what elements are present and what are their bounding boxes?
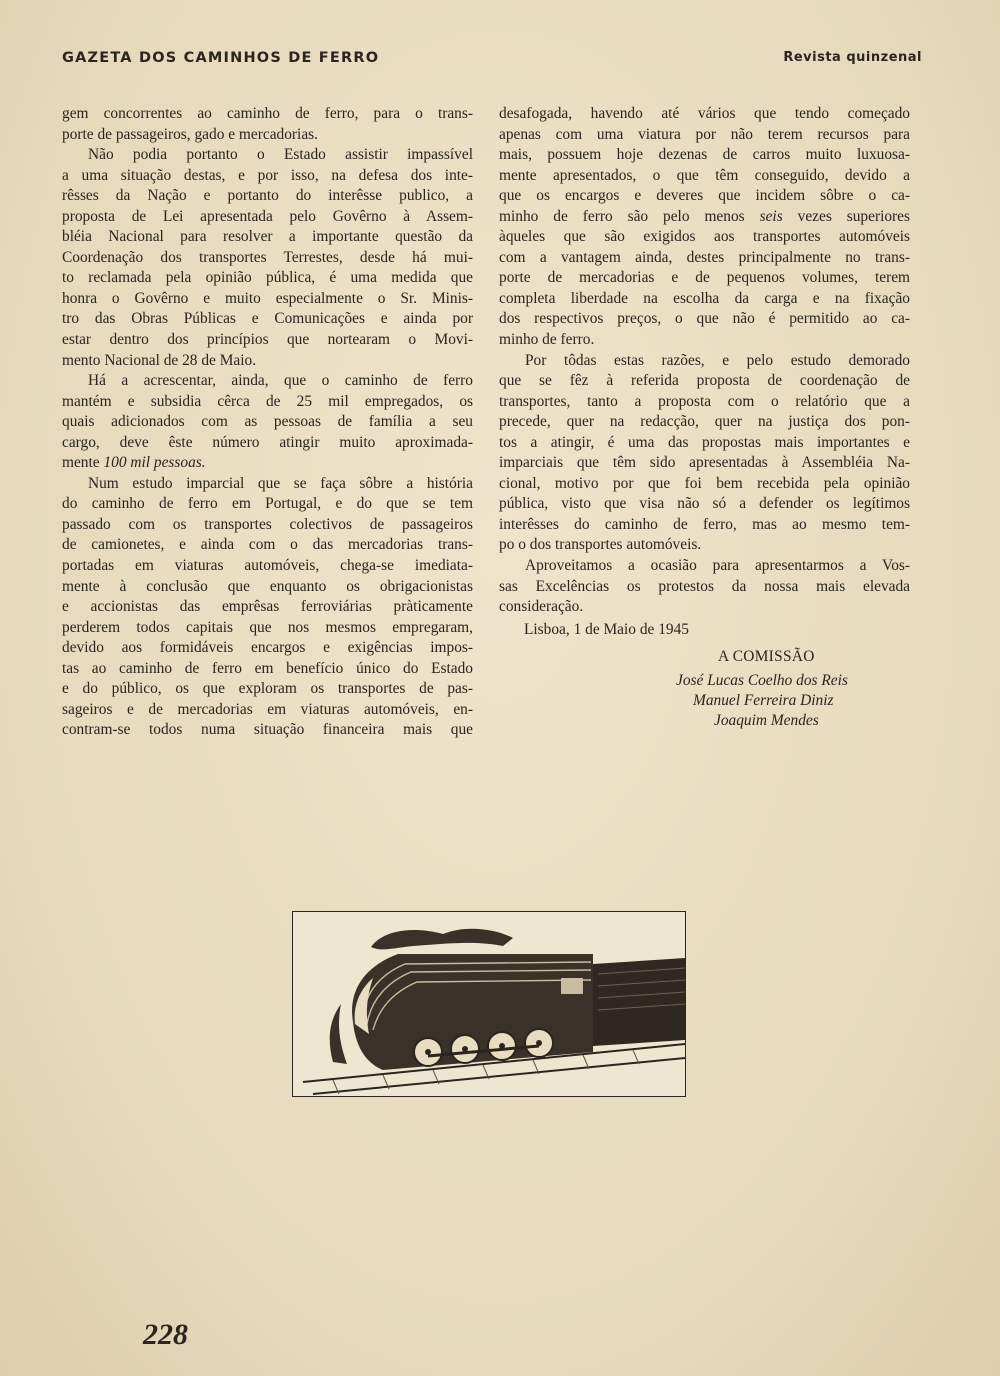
text-line: a uma situação destas, e por isso, na defesa dos inte- <box>62 166 473 184</box>
right-column <box>499 104 910 618</box>
text-line: rêsses da Nação e portanto do interêsse publico, a <box>62 187 473 205</box>
page-number: 228 <box>143 1318 188 1351</box>
text-line: Aproveitamos a ocasião para apresentarmos a Vos- <box>525 557 910 575</box>
text-line: consideração. <box>499 598 584 616</box>
signature: José Lucas Coelho dos Reis <box>676 672 848 689</box>
text-line: mantém e subsidia cêrca de 25 mil empregados, os <box>62 392 473 410</box>
journal-subtitle: Revista quinzenal <box>783 50 922 65</box>
dateline: Lisboa, 1 de Maio de 1945 <box>524 621 689 638</box>
text-line: portadas em viaturas automóveis, chega-se imediata- <box>62 557 473 575</box>
text-fragment: vezes superiores <box>782 207 910 225</box>
text-line: devido aos formidáveis encargos e exigências impos- <box>62 639 473 657</box>
text-line <box>62 453 473 474</box>
text-line: transportes, tanto a proposta com o relatório que a <box>499 392 910 410</box>
text-line: mente apresentados, o que têm conseguido, devido a <box>499 166 910 184</box>
paragraph <box>499 556 910 618</box>
text-line: po o dos transportes automóveis. <box>499 536 702 554</box>
text-line: Num estudo imparcial que se faça sôbre a história <box>88 474 473 492</box>
signature: Joaquim Mendes <box>714 712 819 729</box>
text-line: mente à conclusão que enquanto os obrigacionistas <box>62 577 473 595</box>
text-line: bléia Nacional para resolver a importante questão da <box>62 228 473 246</box>
left-column <box>62 104 473 741</box>
paragraph <box>62 474 473 741</box>
text-line: pública, visto que visa não só a defender os legítimos <box>499 495 910 513</box>
text-line: mento Nacional de 28 de Maio. <box>62 351 257 369</box>
text-line: tro das Obras Públicas e Comunicações e ainda por <box>62 310 473 328</box>
commission-heading: A COMISSÃO <box>718 648 815 665</box>
text-line: tas ao caminho de ferro em benefício único do Estado <box>62 659 473 677</box>
text-line: porte de passageiros, gado e mercadorias. <box>62 125 318 143</box>
text-line: com a vantagem ainda, destes principalmente no trans- <box>499 248 910 266</box>
paragraph <box>499 104 910 351</box>
text-line: de camionetes, e ainda com o das mercadorias trans- <box>62 536 473 554</box>
text-line: to reclamada pela opinião pública, é uma medida que <box>62 269 473 287</box>
text-line: Coordenação dos transportes Terrestes, desde há mui- <box>62 248 473 266</box>
text-line: que os encargos e deveres que incidem sôbre o ca- <box>499 187 910 205</box>
text-line: e accionistas das emprêsas ferroviárias pràticamente <box>62 598 473 616</box>
text-line: Há a acrescentar, ainda, que o caminho de ferro <box>88 372 473 390</box>
text-fragment: minho de ferro são pelo menos <box>499 207 760 225</box>
locomotive-illustration <box>292 911 686 1097</box>
text-line: imparciais que têm sido apresentadas à Assembléia Na- <box>499 454 910 472</box>
paragraph <box>62 371 473 474</box>
running-header <box>62 50 922 72</box>
text-line: dos respectivos preços, o que não é permitido ao ca- <box>499 310 910 328</box>
text-line: interêsses do caminho de ferro, mas ao mesmo tem- <box>499 515 910 533</box>
text-fragment: mente <box>62 454 104 472</box>
text-line: honra o Govêrno e muito especialmente o Sr. Minis- <box>62 289 473 307</box>
text-line: apenas com uma viatura por não terem recursos para <box>499 125 910 143</box>
text-line: mais, possuem hoje dezenas de carros muito luxuosa- <box>499 146 910 164</box>
text-line: Não podia portanto o Estado assistir impassível <box>88 146 473 164</box>
text-line: proposta de Lei apresentada pelo Govêrno à Assem- <box>62 207 473 225</box>
journal-title: GAZETA DOS CAMINHOS DE FERRO <box>62 50 380 66</box>
text-line: perderem todos capitais que nos mesmos empregaram, <box>62 618 473 636</box>
text-line: minho de ferro. <box>499 331 595 349</box>
italic-fragment: 100 mil pessoas. <box>103 454 206 472</box>
text-line: sageiros e de mercadorias em viaturas automóveis, en- <box>62 700 473 718</box>
text-line: porte de mercadorias e de pequenos volumes, terem <box>499 269 910 287</box>
text-line: quais adicionados com as pessoas de família a seu <box>62 413 473 431</box>
signature: Manuel Ferreira Diniz <box>693 692 834 709</box>
text-line: àqueles que são exigidos aos transportes automóveis <box>499 228 910 246</box>
text-line: tos a atingir, é uma das propostas mais importantes e <box>499 433 910 451</box>
paragraph <box>499 351 910 556</box>
text-line: e do público, os que exploram os transportes de pas- <box>62 680 473 698</box>
text-line: completa liberdade na escolha da carga e na fixação <box>499 289 910 307</box>
text-line: desafogada, havendo até vários que tendo começado <box>499 105 910 122</box>
text-line: cional, motivo por que foi bem recebida pela opinião <box>499 474 910 492</box>
text-line <box>499 207 910 228</box>
text-line: Por tôdas estas razões, e pelo estudo demorado <box>525 351 910 369</box>
text-line: gem concorrentes ao caminho de ferro, para o trans- <box>62 105 473 122</box>
text-line: sas Excelências os protestos da nossa mais elevada <box>499 577 910 595</box>
text-line: passado com os transportes colectivos de passageiros <box>62 515 473 533</box>
text-line: precede, quer na redacção, quer na justiça dos pon- <box>499 413 910 431</box>
paragraph <box>62 145 473 371</box>
italic-fragment: seis <box>759 207 783 225</box>
paragraph <box>62 104 473 145</box>
text-line: cargo, deve êste número atingir muito aproximada- <box>62 433 473 451</box>
text-line: do caminho de ferro em Portugal, e do que se tem <box>62 495 473 513</box>
text-line: estar dentro dos princípios que nortearam o Movi- <box>62 331 473 349</box>
locomotive-icon <box>293 912 685 1096</box>
text-line: contram-se todos numa situação financeira mais que <box>62 721 473 739</box>
text-line: que se fêz à referida proposta de coordenação de <box>499 372 910 390</box>
